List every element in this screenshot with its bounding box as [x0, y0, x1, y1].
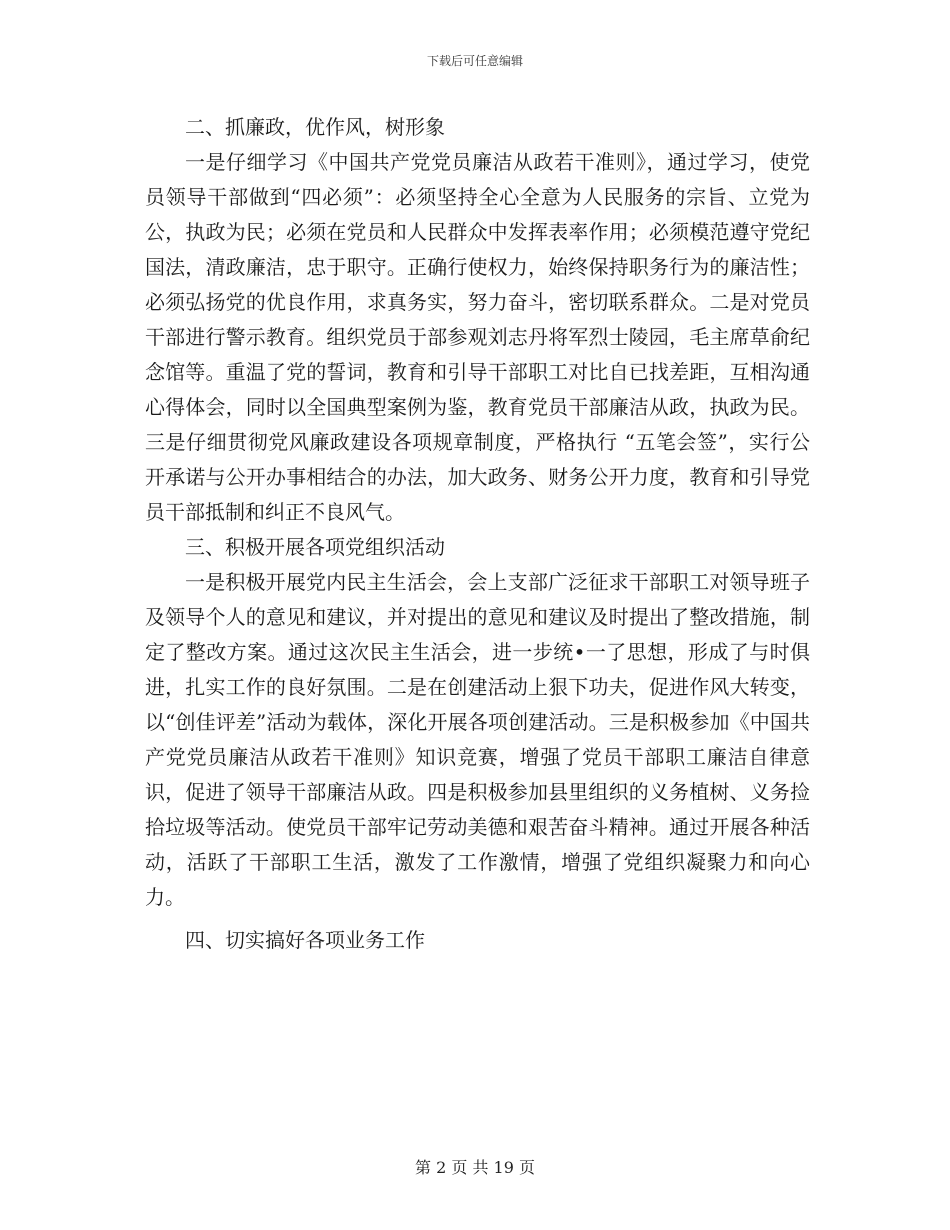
section-heading: 四、切实搞好各项业务工作 [185, 928, 425, 952]
page-number: 第 2 页 共 19 页 [415, 1158, 535, 1177]
section-paragraph: 一是积极开展党内民主生活会，会上支部广泛征求干部职工对领导班子及领导个人的意见和建议，并对提出的意见和建议及时提出了整改措施，制定了整改方案。通过这次民主生活会，进一步统•一了思想，形成了与时俱进，扎实工作的良好氛围。二是在创建活动上狠下功夫，促进作风大转变，以“创佳评差”活动为载体，深化开展各项创建活动。三是积极参加《中国共产党党员廉洁从政若干准则》知识竞赛，增强了党员干部职工廉洁自律意识，促进了领导干部廉洁从政。四是积极参加县里组织的义务植树、义务捡拾垃圾等活动。使党员干部牢记劳动美德和艰苦奋斗精神。通过开展各种活动，活跃了干部职工生活，激发了工作激情，增强了党组织凝聚力和向心力。 [145, 570, 810, 909]
document-body [145, 110, 810, 958]
page-header-note: 下载后可任意编辑 [426, 54, 523, 68]
section-paragraph: 一是仔细学习《中国共产党党员廉洁从政若干准则》，通过学习，使党员领导干部做到“四必须”：必须坚持全心全意为人民服务的宗旨、立党为公，执政为民；必须在党员和人民群众中发挥表率作用；必须模范遵守党纪国法，清政廉洁，忠于职守。正确行使权力，始终保持职务行为的廉洁性；必须弘扬党的优良作用，求真务实，努力奋斗，密切联系群众。二是对党员干部进行警示教育。组织党员于部参观刘志丹将军烈士陵园，毛主席草俞纪念馆等。重温了党的誓词，教育和引导干部职工对比自已找差距，互相沟通心得体会，同时以全国典型案例为鉴，教育党员干部廉洁从政，执政为民。三是仔细贯彻党风廉政建设各项规章制度，严格执行 “五笔会签”，实行公开承诺与公开办事相结合的办法，加大政务、财务公开力度，教育和引导党员干部抵制和纠正不良风气。 [145, 150, 810, 524]
section-heading: 二、抓廉政，优作风，树形象 [185, 115, 445, 139]
section-heading: 三、积极开展各项党组织活动 [185, 535, 445, 559]
